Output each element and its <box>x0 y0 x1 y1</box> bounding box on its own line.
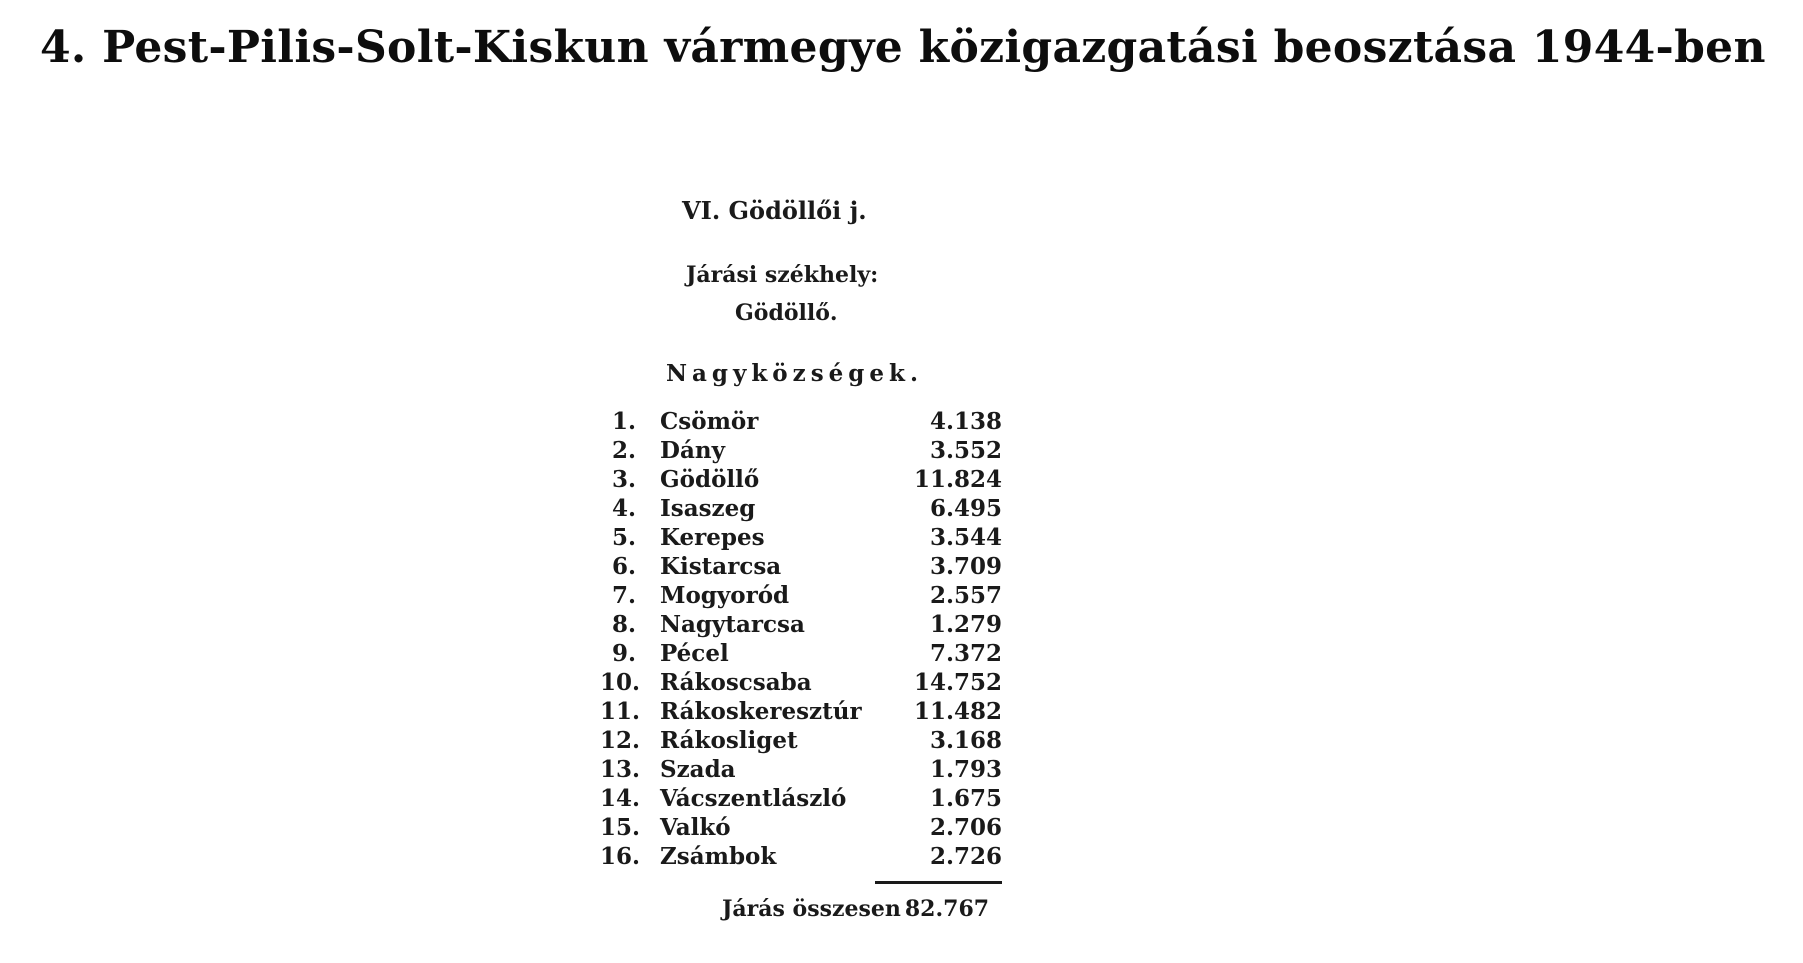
sum-divider <box>875 881 1002 884</box>
district-heading: VI. Gödöllői j. <box>682 196 867 225</box>
table-row <box>600 582 1012 611</box>
table-row <box>600 756 1012 785</box>
row-number: 11. <box>600 698 641 725</box>
settlement-name: Valkó <box>660 814 731 841</box>
row-number: 9. <box>611 640 636 667</box>
scanned-table-page <box>600 178 1012 963</box>
district-total <box>722 896 989 922</box>
population-value: 3.168 <box>929 727 1002 754</box>
row-number: 3. <box>611 466 636 493</box>
row-number: 6. <box>611 553 636 580</box>
row-number: 14. <box>600 785 641 812</box>
district-seat-label: Járási székhely: <box>686 262 879 288</box>
page-title: 4. Pest-Pilis-Solt-Kiskun vármegye közigazgatási beosztása 1944-ben <box>40 22 1766 73</box>
settlement-name: Kistarcsa <box>660 553 782 580</box>
table-row <box>600 524 1012 553</box>
settlement-name: Vácszentlászló <box>660 785 847 812</box>
row-number: 7. <box>611 582 636 609</box>
table-row <box>600 785 1012 814</box>
settlement-name: Isaszeg <box>660 495 756 522</box>
population-value: 3.552 <box>929 437 1002 464</box>
population-value: 14.752 <box>913 669 1002 696</box>
row-number: 5. <box>611 524 636 551</box>
table-row <box>600 466 1012 495</box>
row-number: 4. <box>611 495 636 522</box>
population-value: 3.709 <box>929 553 1002 580</box>
table-row <box>600 698 1012 727</box>
table-row <box>600 408 1012 437</box>
table-row <box>600 843 1012 872</box>
population-value: 1.279 <box>929 611 1002 638</box>
row-number: 16. <box>600 843 641 870</box>
settlement-name: Kerepes <box>660 524 765 551</box>
settlement-name: Zsámbok <box>660 843 777 870</box>
row-number: 1. <box>611 408 636 435</box>
table-row <box>600 553 1012 582</box>
table-row <box>600 640 1012 669</box>
population-value: 2.706 <box>929 814 1002 841</box>
table-row <box>600 669 1012 698</box>
table-row <box>600 814 1012 843</box>
table-row <box>600 727 1012 756</box>
row-number: 8. <box>611 611 636 638</box>
total-label: Járás összesen <box>722 896 901 922</box>
population-value: 2.726 <box>929 843 1002 870</box>
district-seat-name: Gödöllő. <box>735 300 838 326</box>
row-number: 10. <box>600 669 641 696</box>
population-value: 1.675 <box>929 785 1002 812</box>
settlement-table <box>600 408 1012 872</box>
table-row <box>600 437 1012 466</box>
total-value: 82.767 <box>904 896 990 922</box>
settlement-name: Rákoscsaba <box>660 669 812 696</box>
settlement-name: Dány <box>660 437 725 464</box>
row-number: 2. <box>611 437 636 464</box>
section-heading: Nagyközségek. <box>666 360 923 387</box>
row-number: 15. <box>600 814 641 841</box>
row-number: 12. <box>600 727 641 754</box>
settlement-name: Szada <box>660 756 736 783</box>
settlement-name: Mogyoród <box>660 582 790 609</box>
settlement-name: Gödöllő <box>660 466 760 493</box>
population-value: 11.482 <box>913 698 1002 725</box>
table-row <box>600 611 1012 640</box>
settlement-name: Rákoskeresztúr <box>660 698 862 725</box>
population-value: 7.372 <box>929 640 1002 667</box>
table-row <box>600 495 1012 524</box>
population-value: 1.793 <box>929 756 1002 783</box>
population-value: 2.557 <box>929 582 1002 609</box>
population-value: 6.495 <box>929 495 1002 522</box>
settlement-name: Nagytarcsa <box>660 611 805 638</box>
settlement-name: Csömör <box>660 408 759 435</box>
population-value: 4.138 <box>929 408 1002 435</box>
settlement-name: Pécel <box>660 640 729 667</box>
row-number: 13. <box>600 756 641 783</box>
population-value: 11.824 <box>913 466 1002 493</box>
settlement-name: Rákosliget <box>660 727 798 754</box>
population-value: 3.544 <box>929 524 1002 551</box>
